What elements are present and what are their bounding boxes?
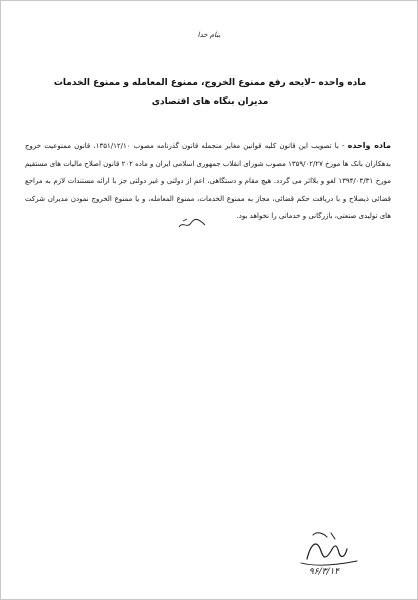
body-paragraph	[25, 137, 391, 226]
document-title	[37, 74, 383, 112]
body-lead: ماده واحده	[347, 141, 391, 150]
signature-drawing	[287, 521, 367, 591]
header-note: بنام خدا	[197, 31, 221, 39]
signature	[287, 521, 367, 591]
body-content: - با تصویب این قانون کلیه قوانین مغایر منجمله قانون گذرنامه مصوب ۱۳۵۱/۱۲/۱۰، قانون ممنوعیت خروج بدهکاران بانک ها مورخ ۱۳۵۹/۰۲/۲۷ مصوب شورای انقلاب جمهوری اسلامی ایران و ماده ۲۰۲ قانون اصلاح مالیات های مستقیم مورخ ۱۳۹۴/۰۴/۳۱ لغو و بلااثر می گردد. هیچ مقام و دستگاهی، اعم از دولتی و غیر دولتی جز با ارائه مستندات لازم به مراجع قضائی ذیصلاح و با دریافت حکم قضائی، مجاز به ممنوع الخدمات، ممنوع المعامله، و یا ممنوع الخروج نمودن مدیران شرکت های تولیدی صنعتی، بازرگانی و خدماتی را نخواهد بود.	[25, 142, 392, 221]
handwritten-correction-mark	[177, 217, 207, 231]
title-line-1: ماده واحده –لایحه رفع ممنوع الخروج، ممنوع المعامله و ممنوع الخدمات	[53, 78, 367, 88]
handwritten-date: ۹۶/۳/۱۴	[308, 567, 340, 577]
title-line-2: مدیران بنگاه های اقتصادی	[151, 97, 269, 107]
